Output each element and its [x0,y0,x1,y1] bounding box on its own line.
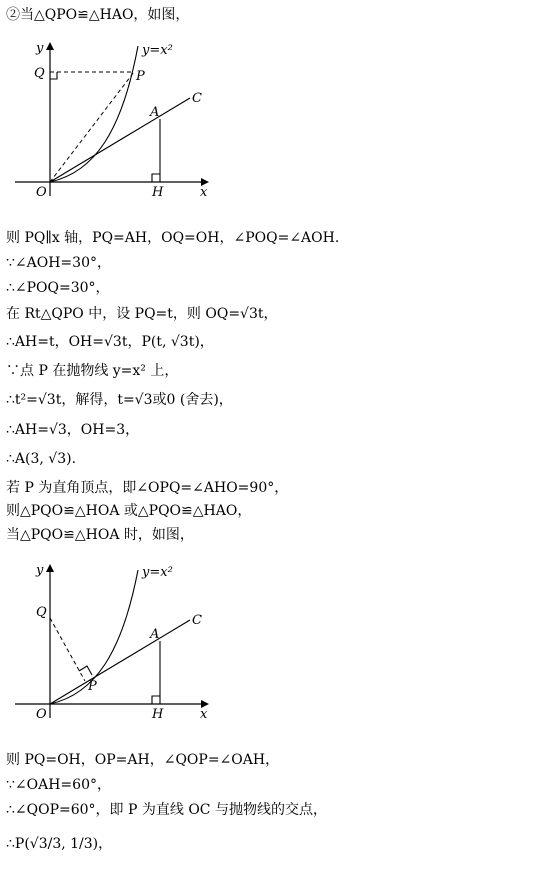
fig2-label-a: A [150,627,160,642]
text-line-2: 则 PQ∥x 轴，PQ=AH，OQ=OH，∠POQ=∠AOH. [6,230,340,246]
text-line-12: 则△PQO≌△HOA 或△PQO≌△HAO， [6,503,252,519]
text-line-8: ∴t²=√3t，解得，t=√3或0 (舍去)， [6,392,233,408]
fig1-label-p: P [136,69,145,84]
text-line-10: ∴A(3, √3). [6,451,77,467]
fig1-label-h: H [152,185,164,200]
fig2-right-angle-h [152,696,160,704]
text-line-17: ∴P(√3/3, 1/3)， [6,836,113,852]
text-line-15: ∵∠OAH=60°， [6,777,111,793]
fig1-y-arrow [46,42,54,50]
text-line-13: 当△PQO≌△HOA 时，如图， [6,527,194,543]
text-line-11: 若 P 为直角顶点，即∠OPQ=∠AHO=90°， [6,480,289,496]
text-line-3: ∵∠AOH=30°， [6,255,111,271]
fig1-label-y: y [36,41,44,56]
fig1-right-angle-q [50,72,57,79]
figure-2-svg [0,558,230,728]
fig2-label-y: y [36,563,44,578]
fig1-label-x: x [200,185,208,200]
fig2-line-oc [50,620,190,704]
fig2-label-h: H [152,707,164,722]
fig1-label-a: A [150,105,160,120]
text-line-1: ②当△QPO≌△HAO，如图， [6,7,190,23]
text-line-9: ∴AH=√3，OH=3， [6,422,140,438]
fig2-y-arrow [46,564,54,572]
fig1-dash-op [50,72,134,182]
figure-1-svg [0,36,230,206]
fig2-label-curve: y=x² [142,565,173,580]
fig2-label-x: x [200,707,208,722]
fig1-label-curve: y=x² [142,43,173,58]
figure-1 [0,36,230,206]
text-line-4: ∴∠POQ=30°， [6,280,110,296]
fig2-dash-qp [50,618,85,681]
figure-2 [0,558,230,728]
fig2-label-p: P [88,679,97,694]
text-line-14: 则 PQ=OH，OP=AH，∠QOP=∠OAH， [6,752,280,768]
text-line-5: 在 Rt△QPO 中，设 PQ=t，则 OQ=√3t， [6,306,278,322]
fig1-right-angle-h [152,174,160,182]
fig1-label-o: O [36,185,47,200]
text-line-7: ∵点 P 在抛物线 y=x² 上， [6,363,179,379]
fig2-label-o: O [36,707,47,722]
fig2-label-q: Q [36,605,47,620]
fig1-label-q: Q [34,66,45,81]
fig1-label-c: C [192,91,202,106]
text-line-6: ∴AH=t，OH=√3t，P(t, √3t)， [6,334,214,350]
fig1-parabola [50,46,138,182]
fig2-label-c: C [192,613,202,628]
text-line-16: ∴∠QOP=60°，即 P 为直线 OC 与抛物线的交点， [6,802,327,818]
